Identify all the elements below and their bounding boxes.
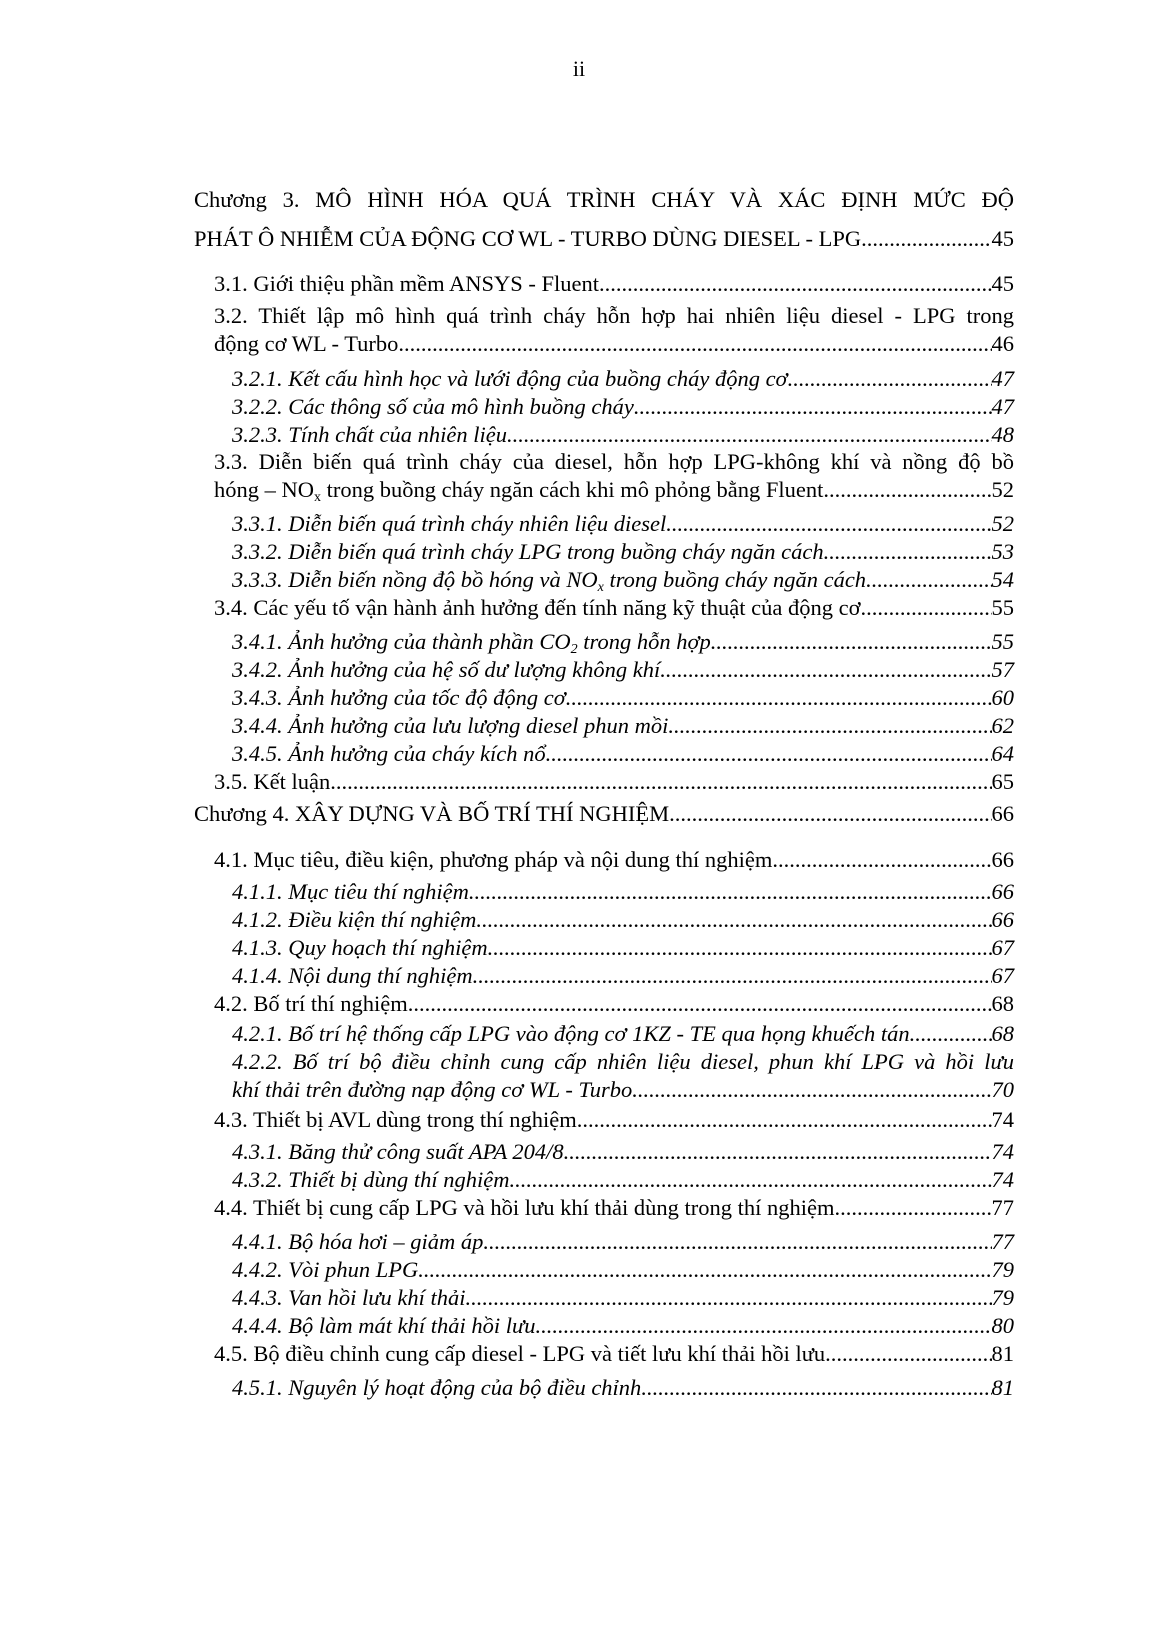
toc-entry-3-4-1: 3.4.1. Ảnh hưởng của thành phần $CO_2$ trong hỗn hợp ..... 55 <box>232 628 1014 656</box>
toc-chapter-3 <box>194 184 1014 253</box>
toc-entry-3-3-2: 3.3.2. Diễn biến quá trình cháy LPG trong buồng cháy ngăn cách ..... 53 <box>232 538 1014 566</box>
toc-entry-4-5-1: 4.5.1. Nguyên lý hoạt động của bộ điều chỉnh ..... 81 <box>232 1374 1014 1402</box>
toc-entry-4-1-3: 4.1.3. Quy hoạch thí nghiệm ..... 67 <box>232 934 1014 962</box>
toc-entry-4-4-2: 4.4.2. Vòi phun LPG ..... 79 <box>232 1256 1014 1284</box>
toc-entry-3-2-2: 3.2.2. Các thông số của mô hình buồng cháy ..... 47 <box>232 393 1014 421</box>
toc-entry-4-4-1: 4.4.1. Bộ hóa hơi – giảm áp ..... 77 <box>232 1228 1014 1256</box>
toc-entry-3-2-1: 3.2.1. Kết cấu hình học và lưới động của buồng cháy động cơ ..... 47 <box>232 365 1014 393</box>
toc-chapter-4: Chương 4. XÂY DỰNG VÀ BỐ TRÍ THÍ NGHIỆM ..... 66 <box>194 800 1014 828</box>
toc-page: 45 <box>991 271 1014 296</box>
toc-entry-3-4-5: 3.4.5. Ảnh hưởng của cháy kích nổ ..... 64 <box>232 740 1014 768</box>
toc-entry-4-2: 4.2. Bố trí thí nghiệm ..... 68 <box>214 990 1014 1018</box>
toc-entry-4-2-1: 4.2.1. Bố trí hệ thống cấp LPG vào động cơ 1KZ - TE qua họng khuếch tán ..... 68 <box>232 1020 1014 1048</box>
toc-entry-3-4-4: 3.4.4. Ảnh hưởng của lưu lượng diesel phun mồi ..... 62 <box>232 712 1014 740</box>
toc-entry-4-2-2: 4.2.2. Bố trí bộ điều chỉnh cung cấp nhiên liệu diesel, phun khí LPG và hồi lưu khí thải trên đường nạp động cơ WL - Turbo ..... 70 <box>232 1048 1014 1104</box>
toc-entry-3-3-3: 3.3.3. Diễn biến nồng độ bồ hóng và $NO_x$ trong buồng cháy ngăn cách ..... 54 <box>232 566 1014 594</box>
toc-chapter-3-line2: PHÁT Ô NHIỄM CỦA ĐỘNG CƠ WL - TURBO DÙNG DIESEL - LPG ..... 45 <box>194 225 1014 253</box>
page-number: ii <box>572 56 586 81</box>
toc-entry-4-4-3: 4.4.3. Van hồi lưu khí thải ..... 79 <box>232 1284 1014 1312</box>
toc-chapter-3-line1: Chương 3. MÔ HÌNH HÓA QUÁ TRÌNH CHÁY VÀ XÁC ĐỊNH MỨC ĐỘ <box>194 187 1014 212</box>
toc-page: 45 <box>991 226 1014 251</box>
toc-entry-3-3: 3.3. Diễn biến quá trình cháy của diesel, hỗn hợp LPG-không khí và nồng độ bồ hóng – $NO_x$ trong buồng cháy ngăn cách khi mô phỏng bằng Fluent ..... 52 <box>214 448 1014 512</box>
toc-entry-4-1-1: 4.1.1. Mục tiêu thí nghiệm ..... 66 <box>232 878 1014 906</box>
toc-entry-4-4: 4.4. Thiết bị cung cấp LPG và hồi lưu khí thải dùng trong thí nghiệm ..... 77 <box>214 1194 1014 1222</box>
toc-entry-3-4: 3.4. Các yếu tố vận hành ảnh hưởng đến tính năng kỹ thuật của động cơ ..... 55 <box>214 594 1014 622</box>
toc-entry-3-2-3: 3.2.3. Tính chất của nhiên liệu ..... 48 <box>232 421 1014 449</box>
toc-entry-3-4-2: 3.4.2. Ảnh hưởng của hệ số dư lượng không khí ..... 57 <box>232 656 1014 684</box>
toc-entry-3-2: 3.2. Thiết lập mô hình quá trình cháy hỗn hợp hai nhiên liệu diesel - LPG trong động cơ WL - Turbo ..... 46 <box>214 302 1014 358</box>
toc-entry-3-3-1: 3.3.1. Diễn biến quá trình cháy nhiên liệu diesel ..... 52 <box>232 510 1014 538</box>
toc-entry-4-5: 4.5. Bộ điều chỉnh cung cấp diesel - LPG và tiết lưu khí thải hồi lưu ..... 81 <box>214 1340 1014 1368</box>
toc-entry-4-3-1: 4.3.1. Băng thử công suất APA 204/8 ..... 74 <box>232 1138 1014 1166</box>
toc-entry-4-3-2: 4.3.2. Thiết bị dùng thí nghiệm ..... 74 <box>232 1166 1014 1194</box>
toc-entry-4-1-4: 4.1.4. Nội dung thí nghiệm ..... 67 <box>232 962 1014 990</box>
toc-entry-4-1: 4.1. Mục tiêu, điều kiện, phương pháp và nội dung thí nghiệm ..... 66 <box>214 846 1014 874</box>
toc-entry-3-5: 3.5. Kết luận ..... 65 <box>214 768 1014 796</box>
toc-entry-3-4-3: 3.4.3. Ảnh hưởng của tốc độ động cơ ..... 60 <box>232 684 1014 712</box>
toc-entry-4-4-4: 4.4.4. Bộ làm mát khí thải hồi lưu ..... 80 <box>232 1312 1014 1340</box>
toc-page: 46 <box>991 331 1014 356</box>
toc-entry-4-1-2: 4.1.2. Điều kiện thí nghiệm ..... 66 <box>232 906 1014 934</box>
toc-entry-3-1: 3.1. Giới thiệu phần mềm ANSYS - Fluent ..... 45 <box>214 270 1014 298</box>
toc-entry-4-3: 4.3. Thiết bị AVL dùng trong thí nghiệm ..... 74 <box>214 1106 1014 1134</box>
